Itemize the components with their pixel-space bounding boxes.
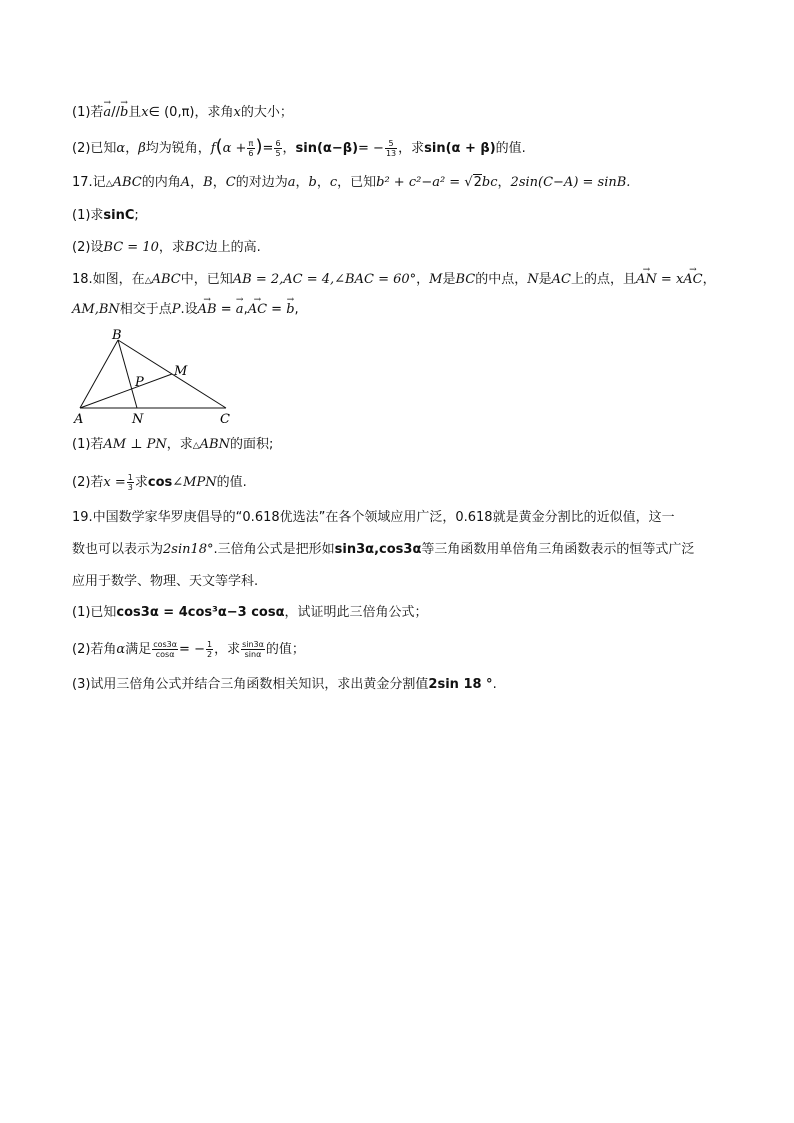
paren: ( bbox=[215, 136, 223, 157]
parallel-sign: // bbox=[111, 105, 120, 120]
triangle-sign: △ bbox=[192, 441, 200, 451]
q19-part3 bbox=[72, 676, 497, 694]
expr: sinC bbox=[103, 208, 135, 223]
var-beta: β bbox=[138, 141, 146, 156]
equation: b² + c²−a² = bbox=[376, 175, 461, 190]
func: cos bbox=[147, 475, 173, 490]
label: (3)试用三倍角公式并结合三角函数相关知识，求出黄金分割值 bbox=[72, 677, 429, 692]
label: (1)已知 bbox=[72, 605, 117, 620]
var: ABC bbox=[151, 272, 181, 287]
text: ， bbox=[295, 175, 309, 190]
side-ab bbox=[80, 340, 118, 408]
fraction-sin3a-sina bbox=[241, 640, 265, 659]
equals: = x bbox=[656, 272, 684, 287]
vector-a: → a bbox=[236, 301, 244, 319]
q19-part1 bbox=[72, 604, 428, 622]
equation: 2sin(C−A) = sinB. bbox=[510, 175, 631, 190]
q17-stem bbox=[72, 174, 630, 193]
label-p: P bbox=[135, 375, 144, 390]
num: sin3α bbox=[242, 640, 264, 649]
text: 的值. bbox=[216, 475, 247, 490]
label: (2)设 bbox=[72, 240, 104, 255]
text: ，求角 bbox=[194, 105, 234, 120]
den: cosα bbox=[155, 650, 175, 659]
expr: cos3α = 4cos³α−3 cosα bbox=[116, 605, 285, 620]
text: 中，已知 bbox=[180, 272, 233, 287]
text: 应用于数学、物理、天文等学科. bbox=[72, 574, 259, 589]
text: 的对边为 bbox=[235, 175, 288, 190]
var: a bbox=[287, 175, 296, 190]
fraction-5-13 bbox=[385, 139, 397, 158]
fraction-1-3 bbox=[127, 473, 134, 492]
expr: sin3α,cos3α bbox=[334, 542, 422, 557]
text: 满足 bbox=[125, 642, 152, 657]
text: 的中点， bbox=[475, 272, 528, 287]
var: AC bbox=[551, 272, 571, 287]
text: ， bbox=[702, 272, 716, 287]
q18-stem-line1 bbox=[72, 271, 716, 290]
q19-stem-line1 bbox=[72, 509, 675, 527]
text: 相交于点 bbox=[119, 302, 172, 317]
num: cos3α bbox=[153, 640, 178, 649]
var: B bbox=[203, 175, 213, 190]
q18-part1 bbox=[72, 436, 273, 455]
fraction-6-5 bbox=[274, 139, 281, 158]
var: BC bbox=[455, 272, 476, 287]
q16-part1 bbox=[72, 104, 293, 122]
text: 数也可以表示为 bbox=[72, 542, 164, 557]
q17-part2 bbox=[72, 239, 261, 257]
expr: sin(α−β) bbox=[295, 141, 359, 156]
var-alpha: α bbox=[116, 141, 126, 156]
expr: x = bbox=[103, 475, 126, 490]
num: 1 bbox=[206, 640, 213, 649]
label: 18.如图，在 bbox=[72, 272, 145, 287]
label-m: M bbox=[174, 364, 188, 379]
var-alpha: α bbox=[116, 642, 126, 657]
den: 2 bbox=[206, 650, 213, 659]
text: ， bbox=[282, 141, 296, 156]
angle: ∠MPN bbox=[172, 475, 217, 490]
text: ， bbox=[416, 272, 430, 287]
text: 边上的高. bbox=[204, 240, 261, 255]
range: ∈ (0,π) bbox=[148, 105, 195, 120]
paren: ) bbox=[255, 136, 263, 157]
text: . bbox=[492, 677, 497, 692]
segment-am bbox=[80, 374, 172, 408]
expr: 2sin18° bbox=[163, 542, 214, 557]
expr: BC = 10 bbox=[103, 240, 159, 255]
text: 等三角函数用单倍角三角函数表示的恒等式广泛 bbox=[421, 542, 695, 557]
text: ，求 bbox=[158, 240, 185, 255]
equals: = − bbox=[179, 642, 205, 657]
func-f: f bbox=[210, 141, 216, 156]
text: ， bbox=[125, 141, 139, 156]
vector-ab: → AB bbox=[198, 301, 217, 319]
text: ; bbox=[134, 208, 139, 223]
text: ，求 bbox=[214, 642, 241, 657]
label: (2)若 bbox=[72, 475, 104, 490]
label-c: C bbox=[220, 412, 230, 427]
den: 13 bbox=[385, 149, 397, 158]
var: A bbox=[180, 175, 191, 190]
var: c bbox=[329, 175, 338, 190]
den: sinα bbox=[244, 650, 262, 659]
text: 的内角 bbox=[141, 175, 181, 190]
equals: = bbox=[216, 302, 236, 317]
den: 6 bbox=[248, 149, 254, 158]
text: 的值. bbox=[495, 141, 526, 156]
text: 的大小； bbox=[240, 105, 293, 120]
label: (1)若 bbox=[72, 105, 104, 120]
label-a: A bbox=[74, 412, 84, 427]
fraction-cos3a-cosa bbox=[152, 640, 178, 659]
text: 上的点，且 bbox=[571, 272, 637, 287]
text: ，求 bbox=[398, 141, 425, 156]
expr: AM ⊥ PN bbox=[103, 437, 167, 452]
q16-part2 bbox=[72, 138, 526, 158]
var: N bbox=[527, 272, 539, 287]
den: 3 bbox=[127, 483, 133, 492]
label: (2)已知 bbox=[72, 141, 117, 156]
triangle-sign: △ bbox=[144, 276, 152, 286]
q19-stem-line2 bbox=[72, 541, 694, 559]
var: M bbox=[429, 272, 443, 287]
arg: α + bbox=[222, 141, 247, 156]
text: ， bbox=[190, 175, 204, 190]
var-x: x bbox=[141, 105, 149, 120]
text: .设 bbox=[180, 302, 198, 317]
num: 5 bbox=[385, 139, 397, 149]
text: ，试证明此三倍角公式； bbox=[284, 605, 428, 620]
label-n: N bbox=[132, 412, 144, 427]
var-x: x bbox=[233, 105, 241, 120]
expr: 2sin 18 ° bbox=[428, 677, 493, 692]
text: ， bbox=[497, 175, 511, 190]
triangle-figure bbox=[70, 328, 240, 428]
label: (2)若角 bbox=[72, 642, 117, 657]
var: bc bbox=[481, 175, 498, 190]
radicand: 2 bbox=[473, 175, 482, 190]
text: 均为锐角， bbox=[145, 141, 211, 156]
fraction-pi-6 bbox=[247, 139, 254, 158]
text: ，求 bbox=[166, 437, 193, 452]
vector-b: → b bbox=[120, 104, 128, 122]
num: 6 bbox=[275, 139, 281, 148]
label: (1)若 bbox=[72, 437, 104, 452]
vector-ac: → AC bbox=[248, 301, 267, 319]
equals: = − bbox=[358, 141, 384, 156]
var: AM,BN bbox=[72, 302, 120, 317]
vector-an: → AN bbox=[636, 271, 657, 289]
text: , bbox=[243, 302, 248, 317]
q17-part1 bbox=[72, 207, 139, 225]
text: 19.中国数学家华罗庚倡导的“0.618优选法”在各个领域应用广泛，0.618就是黄金分割比的近似值，这一 bbox=[72, 510, 675, 525]
text: ， bbox=[316, 175, 330, 190]
expr: sin(α + β) bbox=[424, 141, 496, 156]
q19-part2 bbox=[72, 640, 305, 659]
text: 是 bbox=[442, 272, 456, 287]
num: π bbox=[248, 139, 254, 148]
label: (1)求 bbox=[72, 208, 104, 223]
triangle-sign: △ bbox=[105, 179, 113, 189]
label: 17.记 bbox=[72, 175, 106, 190]
fraction-1-2 bbox=[206, 640, 213, 659]
sqrt-sign: √ bbox=[464, 175, 473, 190]
var: ABC bbox=[112, 175, 142, 190]
text: 求 bbox=[134, 475, 148, 490]
var: BC bbox=[184, 240, 205, 255]
condition: AB = 2,AC = 4,∠BAC = 60° bbox=[232, 272, 417, 287]
vector-ac: → AC bbox=[683, 271, 702, 289]
q18-part2 bbox=[72, 473, 247, 492]
text: , bbox=[294, 302, 299, 317]
text: 且 bbox=[128, 105, 142, 120]
num: 1 bbox=[127, 473, 133, 482]
var: C bbox=[225, 175, 236, 190]
q18-stem-line2 bbox=[72, 301, 299, 319]
text: 的面积; bbox=[230, 437, 274, 452]
equals: = bbox=[267, 302, 287, 317]
var: b bbox=[308, 175, 317, 190]
q19-stem-line3 bbox=[72, 573, 258, 591]
text: ，已知 bbox=[337, 175, 377, 190]
var: ABN bbox=[199, 437, 230, 452]
text: .三倍角公式是把形如 bbox=[213, 542, 335, 557]
equals: = bbox=[262, 141, 274, 156]
vector-b: → b bbox=[286, 301, 294, 319]
text: ， bbox=[212, 175, 226, 190]
vector-a: → a bbox=[103, 104, 111, 122]
text: 的值； bbox=[265, 642, 305, 657]
den: 5 bbox=[275, 149, 281, 158]
text: 是 bbox=[538, 272, 552, 287]
label-b: B bbox=[112, 328, 122, 343]
var: P bbox=[171, 302, 181, 317]
